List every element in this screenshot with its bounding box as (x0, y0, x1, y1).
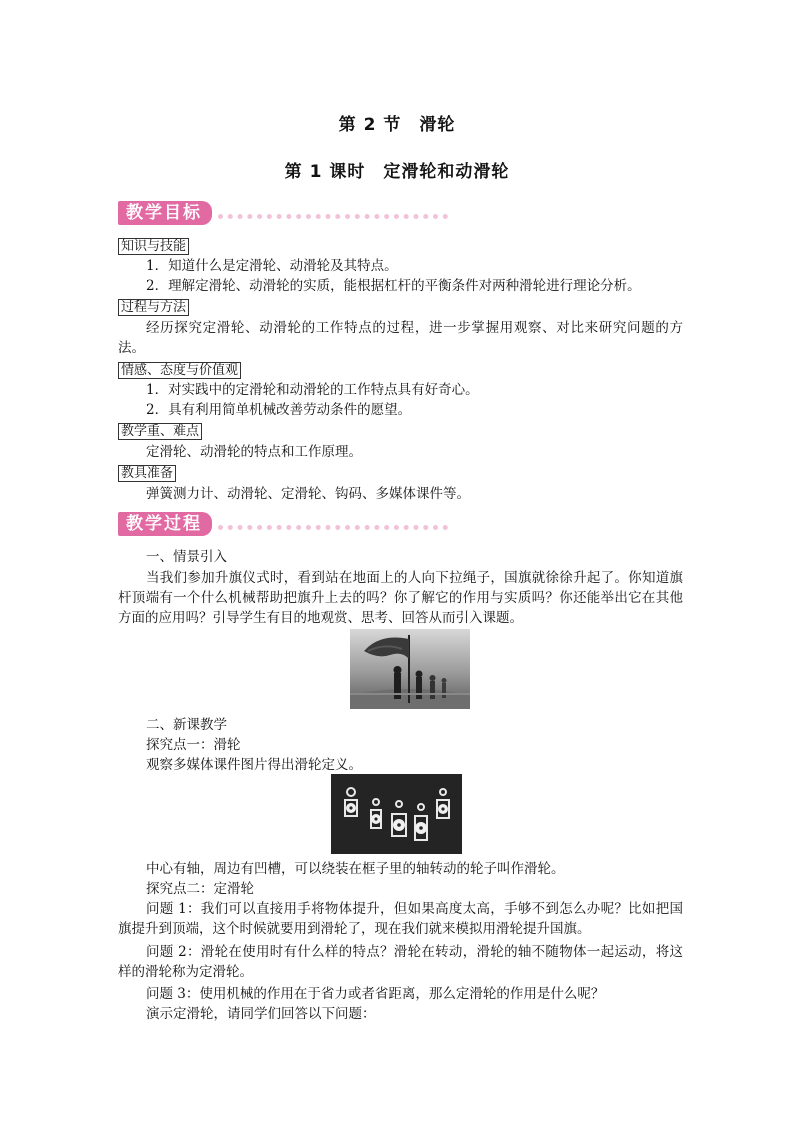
banner-dotted-rule (218, 214, 448, 219)
banner-dotted-rule (218, 525, 448, 530)
key-points-label: 教学重、难点 (118, 423, 202, 440)
point1-heading: 探究点一：滑轮 (146, 737, 241, 753)
key-points-text: 定滑轮、动滑轮的特点和工作原理。 (146, 444, 362, 460)
part2-heading: 二、新课教学 (146, 717, 227, 733)
point2-heading: 探究点二：定滑轮 (146, 881, 254, 897)
process-method-label: 过程与方法 (118, 299, 189, 316)
flag-raising-photo (350, 629, 470, 709)
goals-banner (118, 201, 448, 225)
process-banner (118, 512, 448, 536)
flag-raising-illustration (350, 629, 470, 709)
demo-prompt: 演示定滑轮，请同学们回答以下问题： (146, 1006, 376, 1022)
section-title: 第 2 节 滑轮 (338, 115, 456, 135)
question-3: 问题 3：使用机械的作用在于省力或者省距离，那么定滑轮的作用是什么呢？ (146, 986, 605, 1002)
part1-heading: 一、情景引入 (146, 549, 227, 565)
tools-heading (118, 463, 683, 483)
knowledge-label: 知识与技能 (118, 238, 189, 255)
emotion-label: 情感、态度与价值观 (118, 362, 241, 379)
pulleys-illustration (331, 774, 462, 854)
process-method-heading (118, 297, 683, 317)
emotion-heading (118, 360, 683, 380)
goals-banner-label: 教学目标 (118, 201, 212, 225)
tools-text: 弹簧测力计、动滑轮、定滑轮、钩码、多媒体课件等。 (146, 486, 470, 502)
knowledge-heading (118, 236, 683, 256)
emotion-item-1: 1．对实践中的定滑轮和动滑轮的工作特点具有好奇心。 (146, 382, 479, 398)
question-1: 问题 1：我们可以直接用手将物体提升，但如果高度太高，手够不到怎么办呢？比如把国旗提升到顶端，这个时候就要用到滑轮了，现在我们就来模拟用滑轮提升国旗。 (118, 901, 683, 937)
question-2: 问题 2：滑轮在使用时有什么样的特点？滑轮在转动，滑轮的轴不随物体一起运动，将这样的滑轮称为定滑轮。 (118, 944, 683, 980)
tools-label: 教具准备 (118, 465, 176, 482)
process-method-text: 经历探究定滑轮、动滑轮的工作特点的过程，进一步掌握用观察、对比来研究问题的方法。 (118, 320, 683, 356)
part1-text: 当我们参加升旗仪式时，看到站在地面上的人向下拉绳子，国旗就徐徐升起了。你知道旗杆顶端有一个什么机械帮助把旗升上去的吗？你了解它的作用与实质吗？你还能举出它在其他方面的应用吗？引导学生有目的地观赏、思考、回答从而引入课题。 (118, 570, 683, 626)
emotion-item-2: 2．具有利用简单机械改善劳动条件的愿望。 (146, 402, 412, 418)
point1-text: 观察多媒体课件图片得出滑轮定义。 (146, 757, 362, 773)
knowledge-item-2: 2．理解定滑轮、动滑轮的实质，能根据杠杆的平衡条件对两种滑轮进行理论分析。 (146, 278, 641, 294)
knowledge-item-1: 1．知道什么是定滑轮、动滑轮及其特点。 (146, 258, 398, 274)
key-points-heading (118, 421, 683, 441)
lesson-title: 第 1 课时 定滑轮和动滑轮 (284, 162, 510, 182)
pulleys-photo (331, 774, 462, 854)
process-banner-label: 教学过程 (118, 512, 212, 536)
pulley-definition: 中心有轴，周边有凹槽，可以绕装在框子里的轴转动的轮子叫作滑轮。 (146, 861, 565, 877)
